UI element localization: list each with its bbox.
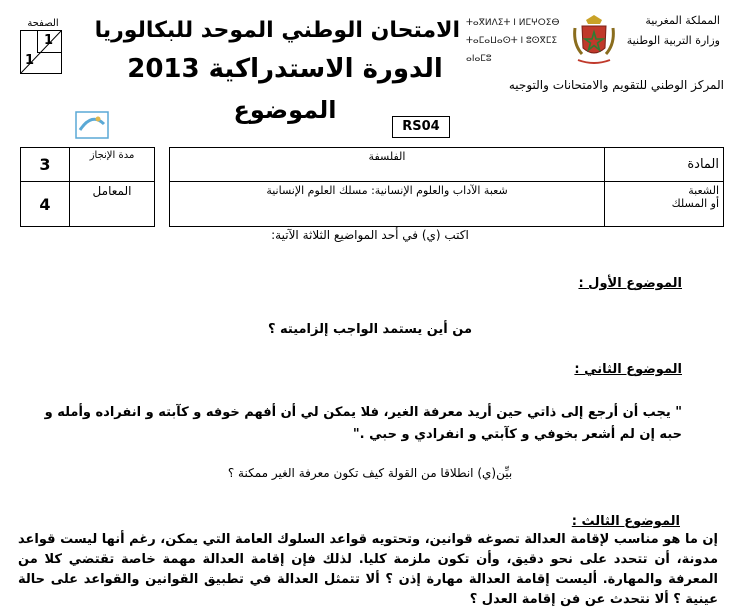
branch-label-line-2: أو المسلك	[671, 197, 719, 211]
exam-logo-icon	[74, 110, 110, 140]
moroccan-emblem-icon	[572, 14, 616, 66]
subject-value: الفلسفة	[170, 148, 605, 182]
instruction-text: اكتب (ي) في أحد المواضيع الثلاثة الآتية:	[271, 228, 469, 242]
exam-info-table	[20, 147, 724, 227]
section-1-title: الموضوع الأول :	[578, 276, 682, 291]
evaluation-center-name: المركز الوطني للتقويم والامتحانات والتوجيه	[508, 78, 724, 92]
section-3-title: الموضوع الثالث :	[571, 514, 680, 529]
coefficient-value: 4	[21, 182, 70, 227]
exam-code: RS04	[392, 116, 450, 138]
tifinagh-line-1: ⵜⴰⴳⵍⴷⵉⵜ ⵏ ⵍⵎⵖⵔⵉⴱ	[466, 18, 560, 28]
coefficient-label: المعامل	[70, 182, 155, 227]
branch-label	[605, 182, 724, 227]
duration-value: 3	[21, 148, 70, 182]
page-number-box	[20, 18, 62, 74]
tifinagh-line-2: ⵜⴰⵎⴰⵡⴰⵙⵜ ⵏ ⵓⵙⴳⵎⵉ	[466, 36, 558, 46]
branch-value: شعبة الآداب والعلوم الإنسانية: مسلك العلوم الإنسانية	[170, 182, 605, 227]
subject-label: المادة	[605, 148, 724, 182]
page-label: الصفحة	[27, 18, 59, 29]
kingdom-name: المملكة المغربية	[645, 14, 720, 27]
duration-label: مدة الإنجاز	[70, 148, 155, 182]
exam-subject-heading: الموضوع	[233, 96, 337, 124]
section-2-task: بيِّن(ي) انطلاقا من القولة كيف تكون معرفة الغير ممكنة ؟	[227, 466, 513, 480]
exam-session: الدورة الاستدراكية 2013	[127, 54, 443, 84]
section-3-text: إن ما هو مناسب لإقامة العدالة تصوغه قوانين، وتحتويه قواعد السلوك العامة التي يمكن، رغم أنها ليست قواعد مدونة، أن تتحدد على نحو دقيق، وأن تكون ملزمة كليا. لذلك فإن إقامة العدالة مهمة خاصة تقتضي كلا من المعرفة والمهارة. أليست إقامة العدالة مهارة إذن ؟ ألا تتمثل العدالة في تطبيق القوانين والقواعد على حالة عينية ؟ ألا نتحدث عن فن إقامة العدل ؟	[18, 532, 718, 607]
exam-title: الامتحان الوطني الموحد للبكالوريا	[94, 18, 460, 43]
page-number: 1	[44, 33, 54, 48]
section-2-title: الموضوع الثاني :	[574, 362, 682, 377]
section-1-question: من أين يستمد الواجب إلزاميته ؟	[267, 322, 473, 337]
tifinagh-line-3: ⴰⵏⴰⵎⵓ	[466, 54, 492, 64]
page-total: 1	[25, 53, 35, 68]
branch-label-line-1: الشعبة	[688, 184, 719, 198]
ministry-name: وزارة التربية الوطنية	[626, 34, 720, 47]
section-2-quote: " يجب أن أرجع إلى ذاتي حين أريد معرفة الغير، فلا يمكن لي أن أفهم خوفه و كآبته و انفراده وأمله و حبه إن لم أشعر بخوفي و كآبتي و انفرادي و حبي ."	[44, 405, 682, 442]
